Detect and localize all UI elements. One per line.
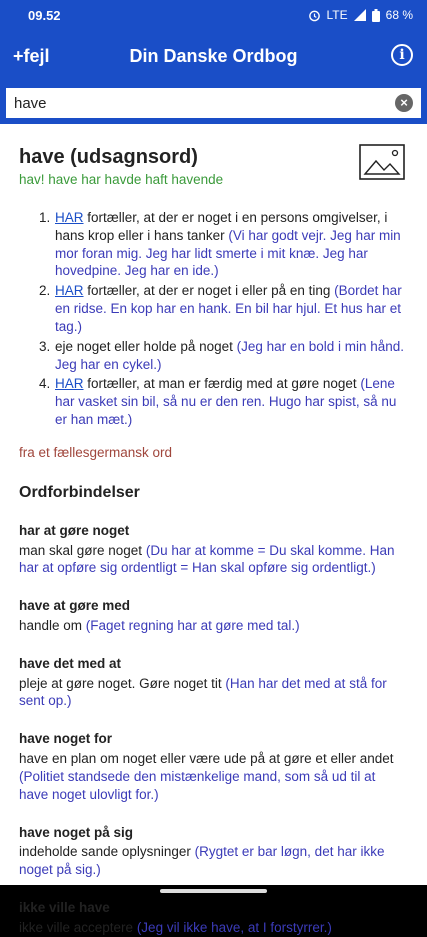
phrase-text: indeholde sande oplysninger <box>19 844 195 860</box>
report-error-button[interactable]: +fejl <box>13 45 50 66</box>
signal-icon <box>354 9 366 21</box>
phrase-example: (Jeg vil ikke have, at I forstyrrer.) <box>136 919 332 935</box>
phrase-head: have at gøre med <box>19 598 131 614</box>
status-icons <box>308 8 413 22</box>
definition-item <box>39 282 408 335</box>
phrase-item <box>19 824 408 879</box>
definition-list <box>39 209 408 429</box>
phrase-item <box>19 655 408 710</box>
battery-label: 68 % <box>385 8 413 22</box>
status-bar <box>0 0 427 30</box>
phrase-text: pleje at gøre noget. Gøre noget tit <box>19 675 226 691</box>
phrase-item <box>19 899 408 937</box>
definition-link[interactable]: HAR <box>55 376 84 392</box>
clear-icon[interactable]: × <box>395 94 413 112</box>
definition-example: (Jeg har en bold i min hånd. Jeg har en cykel.) <box>55 338 405 372</box>
definition-text: fortæller, at der er noget i eller på en ting <box>83 283 335 299</box>
definition-item <box>39 209 408 280</box>
inflected-forms: hav! have har havde haft havende <box>19 172 224 187</box>
phrase-head: have noget for <box>19 731 113 747</box>
phrase-head: ikke ville have <box>19 899 110 915</box>
section-title-phrases: Ordforbindelser <box>19 483 140 501</box>
definition-link[interactable]: HAR <box>55 283 84 299</box>
app-bar <box>0 30 427 82</box>
phrase-text: have en plan om noget eller være ude på at gøre et eller andet <box>19 751 394 767</box>
definition-text: fortæller, at man er færdig med at gøre noget <box>83 376 361 392</box>
alarm-icon <box>308 9 321 22</box>
definition-link[interactable]: HAR <box>55 210 84 225</box>
image-icon[interactable] <box>359 144 405 180</box>
search-box <box>4 86 423 120</box>
app-title: Din Danske Ordbog <box>129 45 298 66</box>
definition-example: (Vi har godt vejr. Jeg har min mor foran mig. Jeg har lidt smerte i mit knæ. Jeg har hovedpine. Jeg har en ide.) <box>55 227 401 279</box>
home-gesture-handle[interactable] <box>160 889 267 893</box>
definition-example: (Bordet har en ridse. En kop har en hank. En bil har hjul. Et hus har et tag.) <box>55 283 402 334</box>
info-icon[interactable]: i <box>391 44 413 66</box>
network-label: LTE <box>326 8 348 22</box>
headword: have (udsagnsord) <box>19 146 198 168</box>
phrase-example: (Rygtet er bar løgn, det har ikke noget på sig.) <box>19 844 385 878</box>
phrase-example: (Politiet standsede den mistænkelige mand, som så ud til at have noget ulovligt for.) <box>19 768 376 802</box>
phrase-example: (Han har det med at stå for sent op.) <box>19 675 387 709</box>
definition-item <box>39 338 408 374</box>
definition-text: fortæller, at der er noget i en persons omgivelser, i hans krop eller i hans tanker <box>55 210 388 243</box>
definition-example: (Lene har vasket sin bil, så nu er den ren. Hugo har spist, så nu er han mæt.) <box>55 376 397 427</box>
phrase-example: (Faget regning har at gøre med tal.) <box>85 618 300 633</box>
definition-item <box>39 375 408 428</box>
phrase-text: handle om <box>19 618 86 633</box>
phrase-text: ikke ville acceptere <box>19 919 137 935</box>
search-input[interactable] <box>14 95 395 112</box>
status-time: 09.52 <box>28 7 61 23</box>
phrase-text: man skal gøre noget <box>19 542 146 558</box>
phrase-item <box>19 522 408 577</box>
phrase-head: har at gøre noget <box>19 522 130 538</box>
phrase-head: have noget på sig <box>19 824 134 840</box>
phrase-item <box>19 597 408 635</box>
search-bar <box>0 82 427 124</box>
phrase-example: (Du har at komme = Du skal komme. Han har at opføre sig ordentligt = Han skal opføre sig ordentligt.) <box>19 542 395 576</box>
entry-content[interactable] <box>0 124 427 935</box>
definition-text: eje noget eller holde på noget <box>55 338 237 354</box>
phrase-item <box>19 730 408 803</box>
battery-icon <box>372 9 380 22</box>
etymology: fra et fællesgermansk ord <box>19 444 173 460</box>
phrase-head: have det med at <box>19 655 122 671</box>
